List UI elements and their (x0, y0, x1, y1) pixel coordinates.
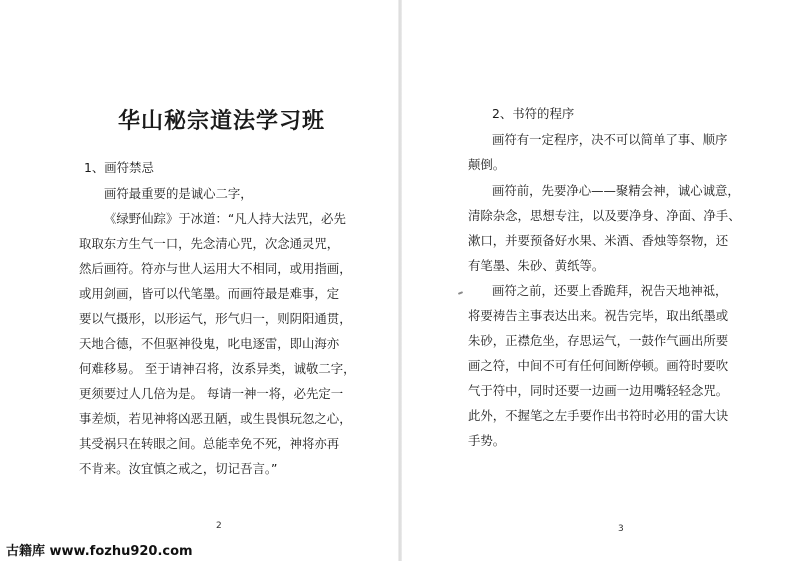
text-line: 或用剑画，皆可以代笔墨。而画符最是难事，定 (79, 286, 340, 301)
text-line: 画符有一定程序，决不可以简单了事、顺序 (492, 132, 728, 147)
text-line: 漱口，并要预备好水果、米酒、香烛等祭物，还 (468, 233, 729, 248)
text-line: 朱砂，正襟危坐，存思运气，一鼓作气画出所要 (468, 333, 729, 348)
text-line: 气于符中，同时还要一边画一边用嘴轻轻念咒。 (468, 383, 729, 398)
text-line: 手势。 (468, 433, 506, 448)
section-heading: 2、书符的程序 (492, 106, 575, 121)
site-watermark: 古籍库 www.fozhu920.com (6, 544, 193, 559)
text-line: 将要祷告主事表达出来。祝告完毕，取出纸墨或 (468, 308, 729, 323)
text-line: 画符前，先要净心——聚精会神，诚心诚意， (492, 183, 740, 198)
right-page (400, 0, 793, 561)
text-line: 有笔墨、朱砂、黄纸等。 (468, 258, 605, 273)
text-line: 然后画符。符亦与世人运用大不相同，或用指画， (79, 261, 352, 276)
text-line: 画符最重要的是诚心二字， (104, 186, 253, 201)
text-line: 颠倒。 (468, 157, 506, 172)
page-number: 2 (216, 521, 222, 531)
text-line: 取取东方生气一口，先念清心咒，次念通灵咒， (79, 236, 340, 251)
scan-mark (458, 291, 463, 295)
text-line: 事差烦，若见神将凶恶丑陋，或生畏惧玩忽之心， (79, 411, 352, 426)
text-line: 天地合德，不但驱神役鬼，叱电逐雷，即山海亦 (79, 336, 340, 351)
text-line: 要以气摄形，以形运气，形气归一，则阴阳通贯， (79, 311, 352, 326)
text-line: 不肯来。汝宜慎之戒之，切记吾言。” (79, 461, 278, 476)
text-line: 此外，不握笔之左手要作出书符时必用的雷大诀 (468, 408, 729, 423)
text-line: 《绿野仙踪》于冰道：“凡人持大法咒，必先 (104, 211, 346, 226)
text-line: 其受祸只在转眼之间。总能幸免不死，神将亦再 (79, 436, 340, 451)
text-line: 何难移易。 至于请神召将，汝系异类，诚敬二字， (79, 361, 356, 376)
page-number: 3 (618, 524, 624, 534)
text-line: 清除杂念，思想专注，以及要净身、净面、净手、 (468, 208, 741, 223)
text-line: 画符之前，还要上香跪拜，祝告天地神祗， (492, 283, 728, 298)
text-line: 更须要过人几倍为是。 每请一神一将，必先定一 (79, 386, 344, 401)
text-line: 画之符，中间不可有任何间断停顿。画符时要吹 (468, 358, 729, 373)
page-title: 华山秘宗道法学习班 (118, 109, 326, 134)
section-heading: 1、画符禁忌 (84, 160, 154, 175)
